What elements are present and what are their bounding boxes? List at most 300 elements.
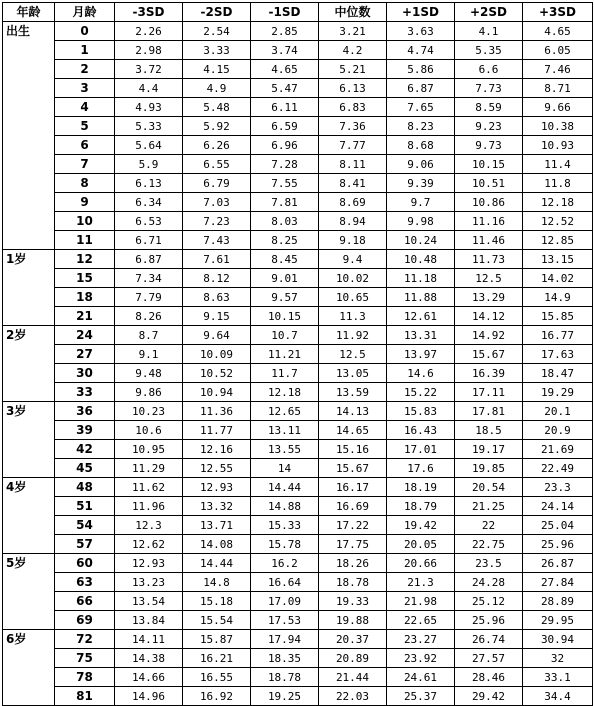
cell-plus-3sd: 7.46 xyxy=(523,60,593,79)
cell-minus-3sd: 4.4 xyxy=(115,79,183,98)
cell-minus-1sd: 8.25 xyxy=(251,231,319,250)
cell-month: 18 xyxy=(55,288,115,307)
cell-plus-2sd: 25.96 xyxy=(455,611,523,630)
cell-plus-3sd: 24.14 xyxy=(523,497,593,516)
cell-age xyxy=(3,345,55,364)
cell-minus-3sd: 12.93 xyxy=(115,554,183,573)
header-row xyxy=(3,3,593,22)
cell-plus-2sd: 22.75 xyxy=(455,535,523,554)
cell-plus-1sd: 3.63 xyxy=(387,22,455,41)
cell-minus-2sd: 16.21 xyxy=(183,649,251,668)
cell-median: 9.18 xyxy=(319,231,387,250)
cell-age xyxy=(3,212,55,231)
cell-minus-1sd: 17.09 xyxy=(251,592,319,611)
cell-plus-2sd: 15.67 xyxy=(455,345,523,364)
cell-median: 19.88 xyxy=(319,611,387,630)
cell-month: 10 xyxy=(55,212,115,231)
cell-plus-2sd: 5.35 xyxy=(455,41,523,60)
table-row xyxy=(3,250,593,269)
cell-minus-1sd: 16.64 xyxy=(251,573,319,592)
cell-plus-2sd: 10.86 xyxy=(455,193,523,212)
cell-plus-2sd: 17.11 xyxy=(455,383,523,402)
table-row xyxy=(3,117,593,136)
cell-plus-2sd: 11.46 xyxy=(455,231,523,250)
cell-plus-2sd: 11.16 xyxy=(455,212,523,231)
cell-month: 75 xyxy=(55,649,115,668)
cell-age xyxy=(3,516,55,535)
cell-month: 7 xyxy=(55,155,115,174)
cell-median: 8.11 xyxy=(319,155,387,174)
cell-median: 19.33 xyxy=(319,592,387,611)
cell-minus-3sd: 14.66 xyxy=(115,668,183,687)
cell-plus-2sd: 14.12 xyxy=(455,307,523,326)
cell-minus-1sd: 6.59 xyxy=(251,117,319,136)
cell-minus-1sd: 17.94 xyxy=(251,630,319,649)
cell-minus-3sd: 11.96 xyxy=(115,497,183,516)
cell-plus-1sd: 9.39 xyxy=(387,174,455,193)
cell-month: 42 xyxy=(55,440,115,459)
cell-month: 39 xyxy=(55,421,115,440)
cell-age xyxy=(3,307,55,326)
cell-minus-1sd: 15.33 xyxy=(251,516,319,535)
cell-plus-3sd: 25.96 xyxy=(523,535,593,554)
cell-month: 0 xyxy=(55,22,115,41)
table-row xyxy=(3,41,593,60)
cell-age: 5岁 xyxy=(3,554,55,573)
cell-age xyxy=(3,364,55,383)
cell-age xyxy=(3,193,55,212)
cell-plus-1sd: 8.68 xyxy=(387,136,455,155)
cell-plus-3sd: 29.95 xyxy=(523,611,593,630)
cell-plus-2sd: 12.5 xyxy=(455,269,523,288)
cell-minus-2sd: 12.16 xyxy=(183,440,251,459)
cell-minus-3sd: 6.53 xyxy=(115,212,183,231)
cell-median: 20.37 xyxy=(319,630,387,649)
cell-month: 2 xyxy=(55,60,115,79)
cell-minus-2sd: 10.94 xyxy=(183,383,251,402)
cell-minus-2sd: 6.55 xyxy=(183,155,251,174)
cell-month: 54 xyxy=(55,516,115,535)
cell-median: 7.36 xyxy=(319,117,387,136)
cell-plus-3sd: 6.05 xyxy=(523,41,593,60)
cell-plus-1sd: 23.92 xyxy=(387,649,455,668)
table-row xyxy=(3,630,593,649)
cell-minus-3sd: 13.84 xyxy=(115,611,183,630)
cell-minus-3sd: 6.13 xyxy=(115,174,183,193)
cell-plus-3sd: 25.04 xyxy=(523,516,593,535)
cell-minus-1sd: 11.7 xyxy=(251,364,319,383)
cell-age xyxy=(3,41,55,60)
cell-minus-3sd: 2.26 xyxy=(115,22,183,41)
cell-minus-1sd: 17.53 xyxy=(251,611,319,630)
cell-plus-3sd: 22.49 xyxy=(523,459,593,478)
table-row xyxy=(3,155,593,174)
header-month: 月龄 xyxy=(55,3,115,22)
cell-minus-3sd: 3.72 xyxy=(115,60,183,79)
cell-month: 45 xyxy=(55,459,115,478)
table-row xyxy=(3,687,593,706)
cell-plus-2sd: 28.46 xyxy=(455,668,523,687)
cell-minus-1sd: 9.57 xyxy=(251,288,319,307)
cell-plus-2sd: 25.12 xyxy=(455,592,523,611)
cell-age xyxy=(3,155,55,174)
table-row xyxy=(3,535,593,554)
table-row xyxy=(3,364,593,383)
cell-plus-3sd: 16.77 xyxy=(523,326,593,345)
cell-minus-2sd: 11.36 xyxy=(183,402,251,421)
cell-age xyxy=(3,288,55,307)
table-row xyxy=(3,592,593,611)
cell-plus-1sd: 15.22 xyxy=(387,383,455,402)
cell-plus-1sd: 10.48 xyxy=(387,250,455,269)
cell-plus-3sd: 11.4 xyxy=(523,155,593,174)
cell-plus-1sd: 9.98 xyxy=(387,212,455,231)
cell-age: 出生 xyxy=(3,22,55,41)
cell-plus-3sd: 4.65 xyxy=(523,22,593,41)
cell-minus-1sd: 19.25 xyxy=(251,687,319,706)
cell-age xyxy=(3,440,55,459)
cell-median: 8.69 xyxy=(319,193,387,212)
cell-minus-2sd: 8.12 xyxy=(183,269,251,288)
cell-minus-1sd: 14.44 xyxy=(251,478,319,497)
cell-minus-3sd: 14.96 xyxy=(115,687,183,706)
cell-age xyxy=(3,421,55,440)
cell-month: 8 xyxy=(55,174,115,193)
cell-minus-1sd: 7.28 xyxy=(251,155,319,174)
cell-minus-2sd: 15.18 xyxy=(183,592,251,611)
cell-age xyxy=(3,79,55,98)
cell-minus-2sd: 4.15 xyxy=(183,60,251,79)
cell-median: 18.78 xyxy=(319,573,387,592)
table-row xyxy=(3,288,593,307)
cell-minus-3sd: 2.98 xyxy=(115,41,183,60)
cell-minus-1sd: 4.65 xyxy=(251,60,319,79)
cell-month: 30 xyxy=(55,364,115,383)
cell-minus-3sd: 8.7 xyxy=(115,326,183,345)
cell-minus-3sd: 9.1 xyxy=(115,345,183,364)
cell-plus-3sd: 12.18 xyxy=(523,193,593,212)
cell-plus-1sd: 18.19 xyxy=(387,478,455,497)
cell-median: 6.13 xyxy=(319,79,387,98)
cell-plus-1sd: 21.3 xyxy=(387,573,455,592)
cell-plus-2sd: 10.51 xyxy=(455,174,523,193)
cell-plus-1sd: 25.37 xyxy=(387,687,455,706)
cell-month: 6 xyxy=(55,136,115,155)
cell-plus-1sd: 15.83 xyxy=(387,402,455,421)
cell-month: 48 xyxy=(55,478,115,497)
cell-minus-3sd: 6.34 xyxy=(115,193,183,212)
cell-minus-3sd: 14.11 xyxy=(115,630,183,649)
cell-plus-1sd: 11.88 xyxy=(387,288,455,307)
cell-median: 15.67 xyxy=(319,459,387,478)
cell-minus-2sd: 5.48 xyxy=(183,98,251,117)
cell-minus-1sd: 7.81 xyxy=(251,193,319,212)
cell-plus-3sd: 14.9 xyxy=(523,288,593,307)
cell-plus-1sd: 14.6 xyxy=(387,364,455,383)
cell-minus-2sd: 3.33 xyxy=(183,41,251,60)
cell-median: 21.44 xyxy=(319,668,387,687)
growth-standard-table xyxy=(2,2,593,706)
cell-minus-3sd: 11.29 xyxy=(115,459,183,478)
cell-plus-3sd: 33.1 xyxy=(523,668,593,687)
cell-minus-1sd: 6.11 xyxy=(251,98,319,117)
cell-minus-3sd: 6.71 xyxy=(115,231,183,250)
cell-minus-2sd: 2.54 xyxy=(183,22,251,41)
cell-plus-3sd: 20.9 xyxy=(523,421,593,440)
cell-age xyxy=(3,269,55,288)
cell-plus-2sd: 18.5 xyxy=(455,421,523,440)
cell-plus-3sd: 12.85 xyxy=(523,231,593,250)
cell-month: 5 xyxy=(55,117,115,136)
cell-minus-1sd: 8.03 xyxy=(251,212,319,231)
cell-median: 9.4 xyxy=(319,250,387,269)
cell-minus-1sd: 12.65 xyxy=(251,402,319,421)
cell-age xyxy=(3,668,55,687)
cell-median: 4.2 xyxy=(319,41,387,60)
cell-plus-3sd: 14.02 xyxy=(523,269,593,288)
cell-median: 10.65 xyxy=(319,288,387,307)
cell-plus-1sd: 21.98 xyxy=(387,592,455,611)
cell-median: 8.94 xyxy=(319,212,387,231)
cell-age xyxy=(3,174,55,193)
cell-minus-1sd: 14.88 xyxy=(251,497,319,516)
cell-plus-2sd: 6.6 xyxy=(455,60,523,79)
table-row xyxy=(3,212,593,231)
cell-minus-2sd: 8.63 xyxy=(183,288,251,307)
table-row xyxy=(3,269,593,288)
table-row xyxy=(3,516,593,535)
header-minus-3sd: -3SD xyxy=(115,3,183,22)
cell-plus-2sd: 26.74 xyxy=(455,630,523,649)
cell-minus-2sd: 15.54 xyxy=(183,611,251,630)
cell-age: 1岁 xyxy=(3,250,55,269)
table-row xyxy=(3,440,593,459)
cell-minus-2sd: 7.23 xyxy=(183,212,251,231)
cell-minus-1sd: 13.11 xyxy=(251,421,319,440)
cell-minus-2sd: 12.93 xyxy=(183,478,251,497)
cell-age: 6岁 xyxy=(3,630,55,649)
cell-plus-1sd: 16.43 xyxy=(387,421,455,440)
cell-plus-2sd: 9.23 xyxy=(455,117,523,136)
cell-minus-1sd: 10.15 xyxy=(251,307,319,326)
table-row xyxy=(3,345,593,364)
cell-age xyxy=(3,459,55,478)
cell-minus-2sd: 14.44 xyxy=(183,554,251,573)
cell-minus-3sd: 13.23 xyxy=(115,573,183,592)
cell-age xyxy=(3,383,55,402)
cell-plus-3sd: 17.63 xyxy=(523,345,593,364)
cell-plus-3sd: 30.94 xyxy=(523,630,593,649)
cell-plus-3sd: 28.89 xyxy=(523,592,593,611)
cell-plus-1sd: 20.66 xyxy=(387,554,455,573)
cell-month: 33 xyxy=(55,383,115,402)
cell-plus-1sd: 24.61 xyxy=(387,668,455,687)
cell-minus-2sd: 13.71 xyxy=(183,516,251,535)
cell-plus-1sd: 9.7 xyxy=(387,193,455,212)
cell-plus-2sd: 23.5 xyxy=(455,554,523,573)
cell-median: 18.26 xyxy=(319,554,387,573)
cell-plus-1sd: 23.27 xyxy=(387,630,455,649)
cell-month: 51 xyxy=(55,497,115,516)
cell-minus-2sd: 15.87 xyxy=(183,630,251,649)
cell-plus-2sd: 16.39 xyxy=(455,364,523,383)
cell-month: 4 xyxy=(55,98,115,117)
cell-median: 6.83 xyxy=(319,98,387,117)
header-median: 中位数 xyxy=(319,3,387,22)
table-row xyxy=(3,402,593,421)
cell-plus-1sd: 19.42 xyxy=(387,516,455,535)
cell-minus-3sd: 7.34 xyxy=(115,269,183,288)
cell-plus-3sd: 21.69 xyxy=(523,440,593,459)
cell-plus-1sd: 13.97 xyxy=(387,345,455,364)
cell-median: 22.03 xyxy=(319,687,387,706)
cell-month: 57 xyxy=(55,535,115,554)
cell-minus-3sd: 4.93 xyxy=(115,98,183,117)
cell-plus-1sd: 11.18 xyxy=(387,269,455,288)
cell-month: 3 xyxy=(55,79,115,98)
cell-minus-1sd: 8.45 xyxy=(251,250,319,269)
table-row xyxy=(3,307,593,326)
cell-minus-3sd: 10.95 xyxy=(115,440,183,459)
cell-age xyxy=(3,592,55,611)
table-row xyxy=(3,22,593,41)
cell-age: 4岁 xyxy=(3,478,55,497)
table-row xyxy=(3,136,593,155)
cell-minus-1sd: 3.74 xyxy=(251,41,319,60)
cell-minus-3sd: 12.3 xyxy=(115,516,183,535)
cell-month: 27 xyxy=(55,345,115,364)
cell-plus-3sd: 9.66 xyxy=(523,98,593,117)
cell-minus-1sd: 14 xyxy=(251,459,319,478)
header-plus-3sd: +3SD xyxy=(523,3,593,22)
cell-minus-1sd: 18.78 xyxy=(251,668,319,687)
cell-plus-2sd: 11.73 xyxy=(455,250,523,269)
cell-age xyxy=(3,60,55,79)
cell-plus-1sd: 12.61 xyxy=(387,307,455,326)
header-minus-2sd: -2SD xyxy=(183,3,251,22)
cell-month: 60 xyxy=(55,554,115,573)
cell-minus-1sd: 6.96 xyxy=(251,136,319,155)
table-row xyxy=(3,60,593,79)
cell-minus-3sd: 12.62 xyxy=(115,535,183,554)
cell-plus-1sd: 5.86 xyxy=(387,60,455,79)
cell-minus-1sd: 13.55 xyxy=(251,440,319,459)
table-row xyxy=(3,573,593,592)
cell-median: 17.75 xyxy=(319,535,387,554)
cell-month: 15 xyxy=(55,269,115,288)
cell-month: 21 xyxy=(55,307,115,326)
cell-age xyxy=(3,687,55,706)
cell-age: 2岁 xyxy=(3,326,55,345)
cell-plus-1sd: 17.6 xyxy=(387,459,455,478)
cell-minus-1sd: 16.2 xyxy=(251,554,319,573)
cell-plus-1sd: 8.23 xyxy=(387,117,455,136)
cell-minus-2sd: 9.64 xyxy=(183,326,251,345)
table-row xyxy=(3,668,593,687)
cell-median: 14.65 xyxy=(319,421,387,440)
header-plus-1sd: +1SD xyxy=(387,3,455,22)
cell-minus-3sd: 6.87 xyxy=(115,250,183,269)
cell-plus-3sd: 15.85 xyxy=(523,307,593,326)
cell-median: 12.5 xyxy=(319,345,387,364)
cell-minus-2sd: 5.92 xyxy=(183,117,251,136)
cell-minus-3sd: 7.79 xyxy=(115,288,183,307)
cell-minus-2sd: 6.79 xyxy=(183,174,251,193)
cell-plus-3sd: 27.84 xyxy=(523,573,593,592)
table-row xyxy=(3,478,593,497)
table-row xyxy=(3,421,593,440)
cell-plus-2sd: 17.81 xyxy=(455,402,523,421)
table-row xyxy=(3,459,593,478)
cell-plus-3sd: 13.15 xyxy=(523,250,593,269)
cell-month: 12 xyxy=(55,250,115,269)
cell-plus-3sd: 8.71 xyxy=(523,79,593,98)
table-row xyxy=(3,554,593,573)
cell-minus-1sd: 2.85 xyxy=(251,22,319,41)
cell-plus-2sd: 7.73 xyxy=(455,79,523,98)
cell-plus-3sd: 32 xyxy=(523,649,593,668)
cell-plus-2sd: 20.54 xyxy=(455,478,523,497)
cell-minus-3sd: 13.54 xyxy=(115,592,183,611)
table-row xyxy=(3,98,593,117)
cell-plus-3sd: 10.93 xyxy=(523,136,593,155)
cell-age xyxy=(3,117,55,136)
cell-median: 16.17 xyxy=(319,478,387,497)
cell-age xyxy=(3,535,55,554)
cell-median: 10.02 xyxy=(319,269,387,288)
cell-plus-1sd: 13.31 xyxy=(387,326,455,345)
cell-plus-2sd: 14.92 xyxy=(455,326,523,345)
cell-plus-1sd: 22.65 xyxy=(387,611,455,630)
cell-month: 66 xyxy=(55,592,115,611)
cell-plus-3sd: 12.52 xyxy=(523,212,593,231)
cell-median: 17.22 xyxy=(319,516,387,535)
cell-plus-3sd: 11.8 xyxy=(523,174,593,193)
cell-median: 16.69 xyxy=(319,497,387,516)
cell-plus-2sd: 22 xyxy=(455,516,523,535)
cell-median: 11.3 xyxy=(319,307,387,326)
cell-minus-1sd: 12.18 xyxy=(251,383,319,402)
table-row xyxy=(3,193,593,212)
cell-plus-3sd: 19.29 xyxy=(523,383,593,402)
cell-month: 81 xyxy=(55,687,115,706)
cell-plus-3sd: 10.38 xyxy=(523,117,593,136)
table-row xyxy=(3,231,593,250)
header-plus-2sd: +2SD xyxy=(455,3,523,22)
cell-median: 3.21 xyxy=(319,22,387,41)
cell-minus-2sd: 7.03 xyxy=(183,193,251,212)
cell-minus-1sd: 11.21 xyxy=(251,345,319,364)
cell-median: 11.92 xyxy=(319,326,387,345)
cell-month: 1 xyxy=(55,41,115,60)
cell-plus-3sd: 26.87 xyxy=(523,554,593,573)
cell-minus-2sd: 4.9 xyxy=(183,79,251,98)
cell-plus-2sd: 27.57 xyxy=(455,649,523,668)
cell-plus-1sd: 9.06 xyxy=(387,155,455,174)
cell-minus-3sd: 14.38 xyxy=(115,649,183,668)
cell-month: 72 xyxy=(55,630,115,649)
cell-minus-3sd: 9.86 xyxy=(115,383,183,402)
cell-age xyxy=(3,231,55,250)
cell-plus-1sd: 6.87 xyxy=(387,79,455,98)
cell-month: 69 xyxy=(55,611,115,630)
table-row xyxy=(3,497,593,516)
cell-median: 8.41 xyxy=(319,174,387,193)
cell-age xyxy=(3,649,55,668)
cell-plus-1sd: 4.74 xyxy=(387,41,455,60)
cell-plus-3sd: 34.4 xyxy=(523,687,593,706)
cell-minus-1sd: 10.7 xyxy=(251,326,319,345)
